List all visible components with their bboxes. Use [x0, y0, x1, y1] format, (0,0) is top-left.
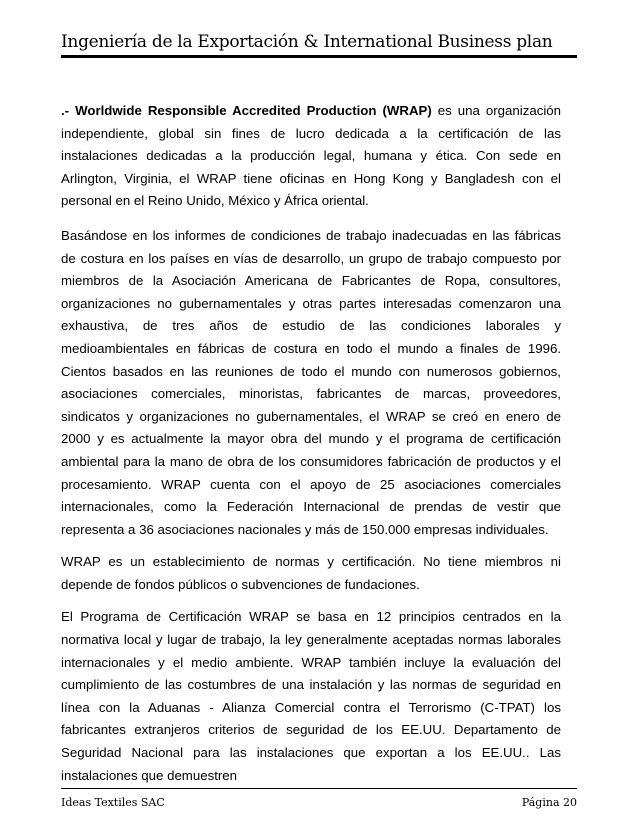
wrap-lead-text: .- Worldwide Responsible Accredited Production (WRAP)	[61, 103, 432, 118]
page-footer	[61, 788, 577, 815]
paragraph-wrap-program: El Programa de Certificación WRAP se basa en 12 principios centrados en la normativa local y lugar de trabajo, la ley generalmente aceptadas normas laborales internacionales y el medio ambiente. WRAP también incluye la evaluación del cumplimiento de las costumbres de una instalación y las normas de seguridad en línea con la Aduanas - Alianza Comercial contra el Terrorismo (C-TPAT) los fabricantes extranjeros criterios de seguridad de los EE.UU. Departamento de Seguridad Nacional para las instalaciones que exportan a los EE.UU.. Las instalaciones que demuestren	[61, 609, 561, 783]
page-header	[61, 24, 577, 58]
paragraph-wrap-history: Basándose en los informes de condiciones de trabajo inadecuadas en las fábricas de costura en los países en vías de desarrollo, un grupo de trabajo compuesto por miembros de la Asociación Americana de Fabricantes de Ropa, consultores, organizaciones no gubernamentales y otras partes interesadas comenzaron una exhaustiva, de tres años de estudio de las condiciones laborales y medioambientales en fábricas de costura en todo el mundo a finales de 1996. Cientos basados en las reuniones de todo el mundo con numerosos gobiernos, asociaciones comerciales, minoristas, fabricantes de marcas, proveedores, sindicatos y organizaciones no gubernamentales, el WRAP se creó en enero de 2000 y es actualmente la mayor obra del mundo y el programa de certificación ambiental para la mano de obra de los consumidores fabricación de productos y el procesamiento. WRAP cuenta con el apoyo de 25 asociaciones comerciales internacionales, como la Federación Internacional de prendas de vestir que representa a 36 asociaciones nacionales y más de 150.000 empresas individuales.	[61, 227, 561, 537]
footer-company: Ideas Textiles SAC	[61, 796, 165, 809]
paragraph-wrap-intro	[61, 100, 561, 213]
wrap-intro-text: es una organización independiente, global sin fines de lucro dedicada a la certificación de las instalaciones dedicadas a la producción legal, humana y ética. Con sede en Arlington, Virginia, el WRAP tiene oficinas en Hong Kong y Bangladesh con el personal en el Reino Unido, México y África oriental.	[61, 103, 562, 209]
footer-page-number: Página 20	[521, 796, 577, 809]
header-title: Ingeniería de la Exportación & International Business plan	[61, 32, 553, 52]
document-body	[61, 100, 561, 797]
paragraph-wrap-standards: WRAP es un establecimiento de normas y certificación. No tiene miembros ni depende de fondos públicos o subvenciones de fundaciones.	[61, 554, 561, 592]
